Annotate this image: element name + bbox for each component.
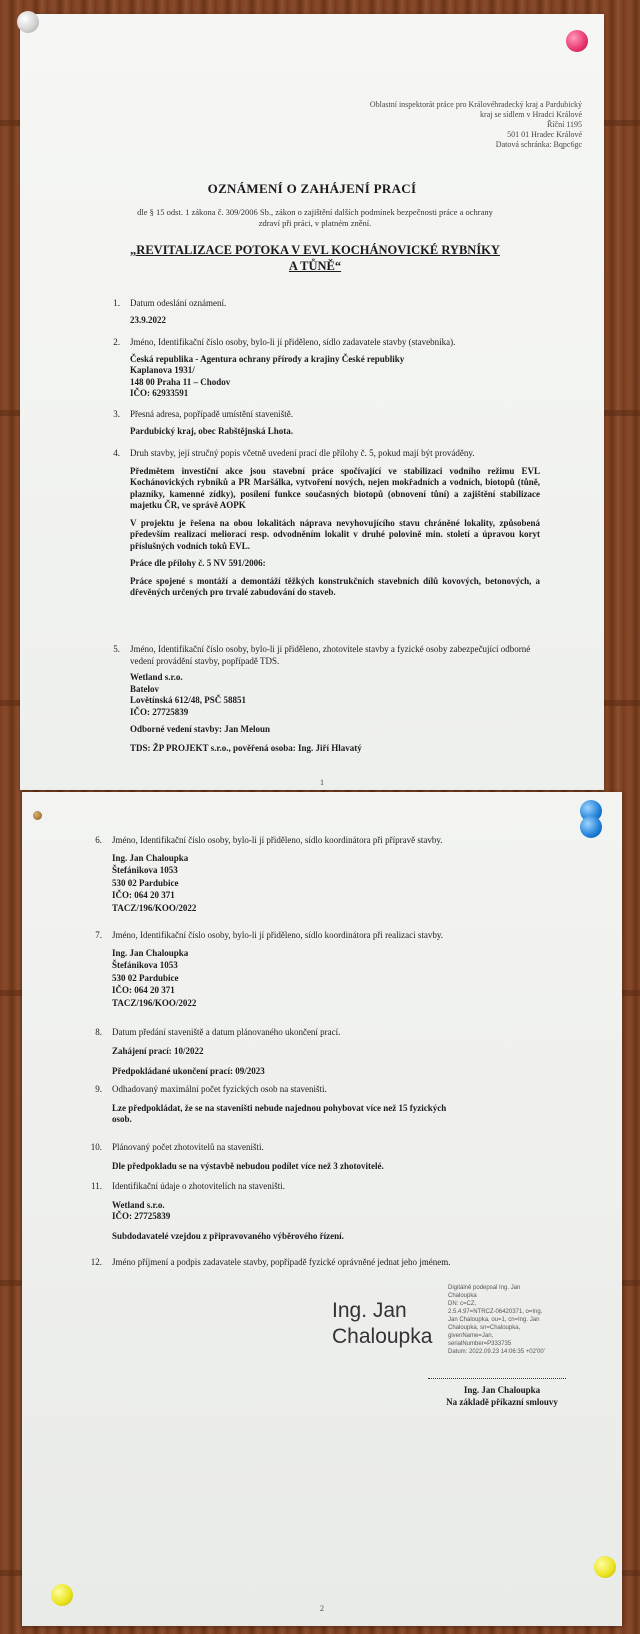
signature-detail-line: Chaloupka [448, 1293, 477, 1299]
item-answer: Dle předpokladu se na výstavbě nebudou podílet více než 3 zhotovitelé. [112, 1160, 384, 1171]
signature-detail-line: DN: c=CZ, [448, 1301, 477, 1307]
signature-name-large [332, 1298, 432, 1350]
item-answer: Práce spojené s montáží a demontáží těžkých konstrukčních stavebních dílů kovových, betonových, a dřevěných určených pro trvalé zabudování do staveb. [130, 575, 540, 597]
item-number: 8. [95, 1027, 102, 1037]
item-answer: Kaplanova 1931/ [130, 365, 195, 375]
digital-signature-details [448, 1284, 568, 1356]
pushpin-icon [51, 1584, 73, 1606]
item-answer: Ing. Jan Chaloupka [112, 947, 189, 958]
item-answer: TDS: ŽP PROJEKT s.r.o., pověřená osoba: Ing. Jiří Hlavatý [130, 742, 362, 753]
item-number: 9. [95, 1084, 102, 1094]
signature-detail-line: givenName=Jan, [448, 1333, 494, 1339]
signature-line: Chaloupka [332, 1325, 433, 1348]
item-answer: Štefánikova 1053 [112, 960, 178, 970]
page-number: 2 [320, 1604, 324, 1613]
page-number: 1 [320, 778, 324, 787]
pushpin-icon [594, 1556, 616, 1578]
item-answer: Práce dle přílohy č. 5 NV 591/2006: [130, 558, 266, 568]
item-answer: 530 02 Pardubice [112, 877, 179, 888]
item-answer: Odborné vedení stavby: Jan Meloun [130, 724, 271, 734]
item-number: 10. [90, 1142, 102, 1152]
item-answer: 23.9.2022 [130, 314, 166, 325]
item-question: Identifikační údaje o zhotovitelích na staveništi. [112, 1181, 285, 1191]
addressee-block [282, 100, 582, 150]
addressee-line: Datová schránka: Bqpc6gc [495, 140, 582, 149]
legal-basis [100, 207, 530, 229]
item-answer: Zahájení prací: 10/2022 [112, 1045, 204, 1056]
item-number: 7. [95, 930, 102, 940]
project-name-line: A TŮNĚ“ [288, 259, 342, 273]
item-question: Jméno, Identifikační číslo osoby, bylo-li jí přiděleno, sídlo zadavatele stavby (stavebníka). [130, 337, 456, 347]
item-answer: TACZ/196/KOO/2022 [112, 997, 197, 1008]
item-number: 11. [91, 1181, 102, 1191]
item-question: Jméno, Identifikační číslo osoby, bylo-li jí přiděleno, zhotovitele stavby a fyzické osoby zabezpečující odborné vedení provádění stavby, popřípadě TDS. [130, 644, 531, 666]
item-number: 5. [113, 644, 120, 654]
pushpin-icon [566, 30, 588, 52]
signature-line: Ing. Jan [332, 1299, 407, 1322]
item-question: Odhadovaný maximální počet fyzických osob na staveništi. [112, 1084, 327, 1094]
signature-line-dotted [428, 1378, 566, 1379]
pushpin-icon [33, 811, 42, 820]
item-answer: Lovětínská 612/48, PSČ 58851 [130, 695, 247, 705]
item-answer: Subdodavatelé vzejdou z připravovaného výběrového řízení. [112, 1230, 344, 1241]
item-answer: V projektu je řešena na obou lokalitách náprava nevyhovujícího stavu chráněné lokality, způsobená především realizací meliorací resp. odvodněním lokalit v druhé polovině min. století a úpravou koryt příslušných vodních toků EVL. [130, 517, 540, 551]
item-answer: Ing. Jan Chaloupka [112, 852, 189, 863]
item-answer: Pardubický kraj, obec Rabštějnská Lhota. [130, 425, 294, 436]
signature-detail-line: serialNumber=P333735 [448, 1341, 512, 1347]
item-answer: Předpokládané ukončení prací: 09/2023 [112, 1066, 265, 1076]
pushpin-icon [17, 11, 39, 33]
document-title: OZNÁMENÍ O ZAHÁJENÍ PRACÍ [207, 181, 417, 196]
legal-basis-line: dle § 15 odst. 1 zákona č. 309/2006 Sb., zákon o zajištění dalších podmínek bezpečnosti práce a ochrany [137, 207, 493, 217]
item-number: 2. [113, 337, 120, 347]
item-answer: IČO: 27725839 [112, 1211, 171, 1221]
item-answer: Česká republika - Agentura ochrany přírody a krajiny České republiky [130, 353, 405, 364]
item-number: 4. [113, 448, 120, 458]
item-question: Druh stavby, její stručný popis včetně uvedení prací dle přílohy č. 5, pokud mají být prováděny. [130, 448, 475, 458]
addressee-line: Říční 1195 [546, 120, 582, 129]
item-answer: TACZ/196/KOO/2022 [112, 902, 197, 913]
addressee-line: kraj se sídlem v Hradci Králové [480, 110, 582, 119]
addressee-line: 501 01 Hradec Králové [507, 130, 582, 139]
item-question: Datum předání staveniště a datum plánovaného ukončení prací. [112, 1027, 341, 1037]
item-question: Jméno, Identifikační číslo osoby, bylo-li jí přiděleno, sídlo koordinátora při realizaci stavby. [112, 930, 444, 940]
item-answer: Batelov [130, 683, 159, 694]
item-number: 3. [113, 409, 120, 419]
item-question: Plánovaný počet zhotovitelů na staveništi. [112, 1142, 264, 1152]
signatory-name: Ing. Jan Chaloupka [463, 1385, 541, 1395]
signature-detail-line: 2.5.4.97=NTRCZ-06420371, o=Ing. [448, 1309, 543, 1315]
notice-page-2 [22, 792, 622, 1626]
item-answer: IČO: 27725839 [130, 706, 189, 717]
item-answer: IČO: 064 20 371 [112, 890, 175, 900]
project-name [70, 242, 560, 274]
signatory-basis: Na základě příkazní smlouvy [446, 1396, 558, 1407]
item-number: 12. [90, 1257, 102, 1267]
item-number: 1. [113, 298, 120, 308]
item-answer: Předmětem investiční akce jsou stavební práce spočívající ve stabilizaci vodního režimu EVL Kochánovických rybníků a PR Maršálka, vytvoření nových, nejen mokřadních a vodních, biotopů (tůně, plazníky, kamenné zídky), posílení funkce současných biotopů (obnovení tůní) a zajištění stabilizace majetku ČR, ve správě AOPK [130, 465, 540, 510]
signature-detail-line: Datum: 2022.09.23 14:06:35 +02'00' [448, 1349, 545, 1355]
legal-basis-line: zdraví při práci, v platném znění. [258, 218, 372, 228]
notice-page-1 [20, 14, 604, 790]
project-name-line: „REVITALIZACE POTOKA V EVL KOCHÁNOVICKÉ RYBNÍKY [130, 243, 500, 257]
item-number: 6. [95, 835, 102, 845]
item-question: Přesná adresa, popřípadě umístění staveniště. [130, 409, 293, 419]
item-question: Jméno, Identifikační číslo osoby, bylo-li jí přiděleno, sídlo koordinátora při přípravě stavby. [112, 835, 443, 845]
item-question: Jméno příjmení a podpis zadavatele stavby, popřípadě fyzické oprávněné jednat jeho jménem. [112, 1257, 451, 1267]
signature-detail-line: Chaloupka, sn=Chaloupka, [448, 1325, 521, 1331]
item-answer: Wetland s.r.o. [130, 672, 183, 682]
item-answer: Štefánikova 1053 [112, 865, 178, 875]
signature-detail-line: Jan Chaloupka, ou=1, cn=Ing. Jan [448, 1317, 540, 1323]
pushpin-icon [580, 816, 602, 838]
item-answer: IČO: 62933591 [130, 388, 189, 398]
item-answer: 148 00 Praha 11 – Chodov [130, 376, 231, 387]
item-question: Datum odeslání oznámení. [130, 298, 227, 308]
signature-detail-line: Digitálně podepsal Ing. Jan [448, 1285, 521, 1291]
item-answer: Wetland s.r.o. [112, 1199, 165, 1210]
signatory-block [432, 1385, 572, 1408]
item-answer: 530 02 Pardubice [112, 972, 179, 983]
item-answer: IČO: 064 20 371 [112, 985, 175, 995]
item-answer: Lze předpokládat, že se na staveništi nebude najednou pohybovat více než 15 fyzických [112, 1102, 447, 1113]
addressee-line: Oblastní inspektorát práce pro Královéhradecký kraj a Pardubický [369, 100, 582, 109]
item-answer: osob. [112, 1114, 132, 1124]
